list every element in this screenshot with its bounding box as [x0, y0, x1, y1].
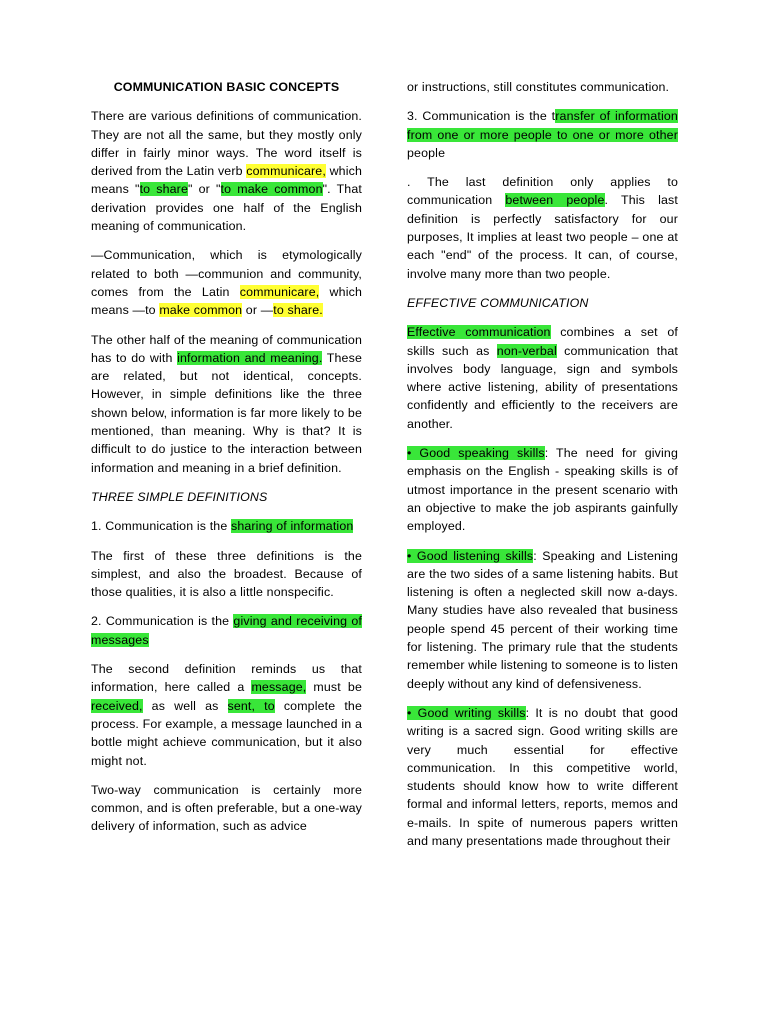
text: must be [306, 680, 363, 695]
highlight-sharing-of-information: sharing of information [230, 519, 354, 534]
paragraph-other-half [91, 331, 362, 477]
definition-2 [91, 612, 362, 649]
paragraph-second-definition [91, 660, 362, 770]
paragraph-two-way: Two-way communication is certainly more common, and is often preferable, but a one-way delivery of information, such as advice [91, 782, 362, 834]
page-title: COMMUNICATION BASIC CONCEPTS [113, 80, 340, 94]
text: complete the process. For example, a message launched in a bottle might achieve communication, but it also might not. [91, 698, 362, 768]
text: . The last definition only applies to communication [407, 175, 678, 208]
text: " or " [188, 182, 221, 197]
text: people [407, 145, 446, 160]
text: communication that involves body language, sign and symbols where active listening, ability of presentations confidently and efficiently to the receivers are another. [407, 343, 678, 431]
text: as well as [142, 698, 228, 713]
paragraph-speaking-skills [407, 444, 678, 535]
highlight-effective-communication: Effective communication [407, 325, 551, 340]
text: There are various definitions of communication. They are not all the same, but they mostly only differ in fairly minor ways. The word itself is derived from the Latin verb [91, 109, 362, 179]
highlight-communicare: communicare, [239, 284, 320, 299]
text: The other half of the meaning of communication has to do with [91, 332, 362, 365]
highlight-communicare: communicare, [246, 164, 326, 179]
paragraph-first-definition: The first of these three definitions is the simplest, and also the broadest. Because of those qualities, it is also a little nonspecific. [91, 548, 362, 600]
paragraph-etymology [91, 246, 362, 319]
paragraph-definitions-intro [91, 107, 362, 235]
highlight-make-common: make common [159, 303, 243, 318]
highlight-to-share: to share. [273, 303, 323, 318]
highlight-giving-and-receiving: giving and receiving of messages [91, 614, 362, 647]
text: 1. Communication is the [91, 519, 231, 534]
text: —Communication, which is etymologically related to both —communion and community, comes from the Latin [91, 248, 362, 299]
text: or — [242, 303, 274, 318]
text: 3. Communication is the t [407, 109, 556, 124]
highlight-good-speaking-skills: • Good speaking skills [407, 446, 545, 461]
text: The second definition reminds us that information, here called a [91, 662, 362, 695]
text: ". That derivation provides one half of the English meaning of communication. [91, 182, 362, 234]
left-column [91, 78, 362, 847]
text: which means —to [91, 284, 362, 318]
paragraph-last-definition [407, 173, 678, 283]
definition-1 [91, 517, 362, 535]
right-column [407, 78, 678, 861]
definition-3 [407, 107, 678, 162]
paragraph-effective-communication [407, 323, 678, 433]
text: . This last definition is perfectly satisfactory for our purposes, It implies at least two people – one at each "end" of the process. It can, of course, involve many more than two people. [407, 193, 678, 281]
text: which means " [91, 164, 362, 197]
heading-effective-communication: EFFECTIVE COMMUNICATION [407, 295, 589, 310]
text: : It is no doubt that good writing is a sacred sign. Good writing skills are very much essential for effective communication. In this competitive world, students should know how to write different formal and informal letters, reports, memos and e-mails. In spite of numerous papers written and many presentations made throughout their [407, 705, 678, 848]
paragraph-writing-skills [407, 704, 678, 850]
highlight-to-share: to share [139, 182, 188, 197]
text: combines a set of skills such as [407, 325, 678, 358]
highlight-information-and-meaning: information and meaning. [177, 350, 323, 365]
highlight-good-listening-skills: • Good listening skills [407, 548, 534, 563]
paragraph-continued: or instructions, still constitutes communication. [407, 80, 670, 94]
text: 2. Communication is the [91, 614, 234, 629]
highlight-non-verbal: non-verbal [496, 343, 557, 358]
highlight-good-writing-skills: • Good writing skills [407, 705, 526, 720]
highlight-between-people: between people [505, 193, 605, 208]
highlight-received: received, [91, 698, 143, 713]
highlight-message: message, [251, 680, 307, 695]
text: These are related, but not identical, concepts. However, in simple definitions like the three shown below, information is far more likely to be mentioned, than meaning. Why is that? It is difficult to do justice to the interaction between information and meaning in a brief definition. [91, 350, 362, 475]
text: : Speaking and Listening are the two sides of a same listening habits. But listening is often a neglected skill now a-days. Many studies have also revealed that business people spend 45 percent of their working time for listening. The primary rule that the students remember while listening to someone is to listen deeply without any kind of defensiveness. [407, 548, 679, 691]
highlight-sent-to: sent, to [227, 698, 275, 713]
highlight-to-make-common: to make common [220, 182, 323, 197]
heading-three-simple-definitions: THREE SIMPLE DEFINITIONS [91, 489, 268, 504]
paragraph-listening-skills [407, 547, 678, 693]
text: : The need for giving emphasis on the English - speaking skills is of utmost importance in the present scenario with an objective to make the job aspirants gainfully employed. [407, 446, 678, 534]
highlight-transfer-of-information: ransfer of information from one or more people to one or more other [407, 109, 678, 142]
